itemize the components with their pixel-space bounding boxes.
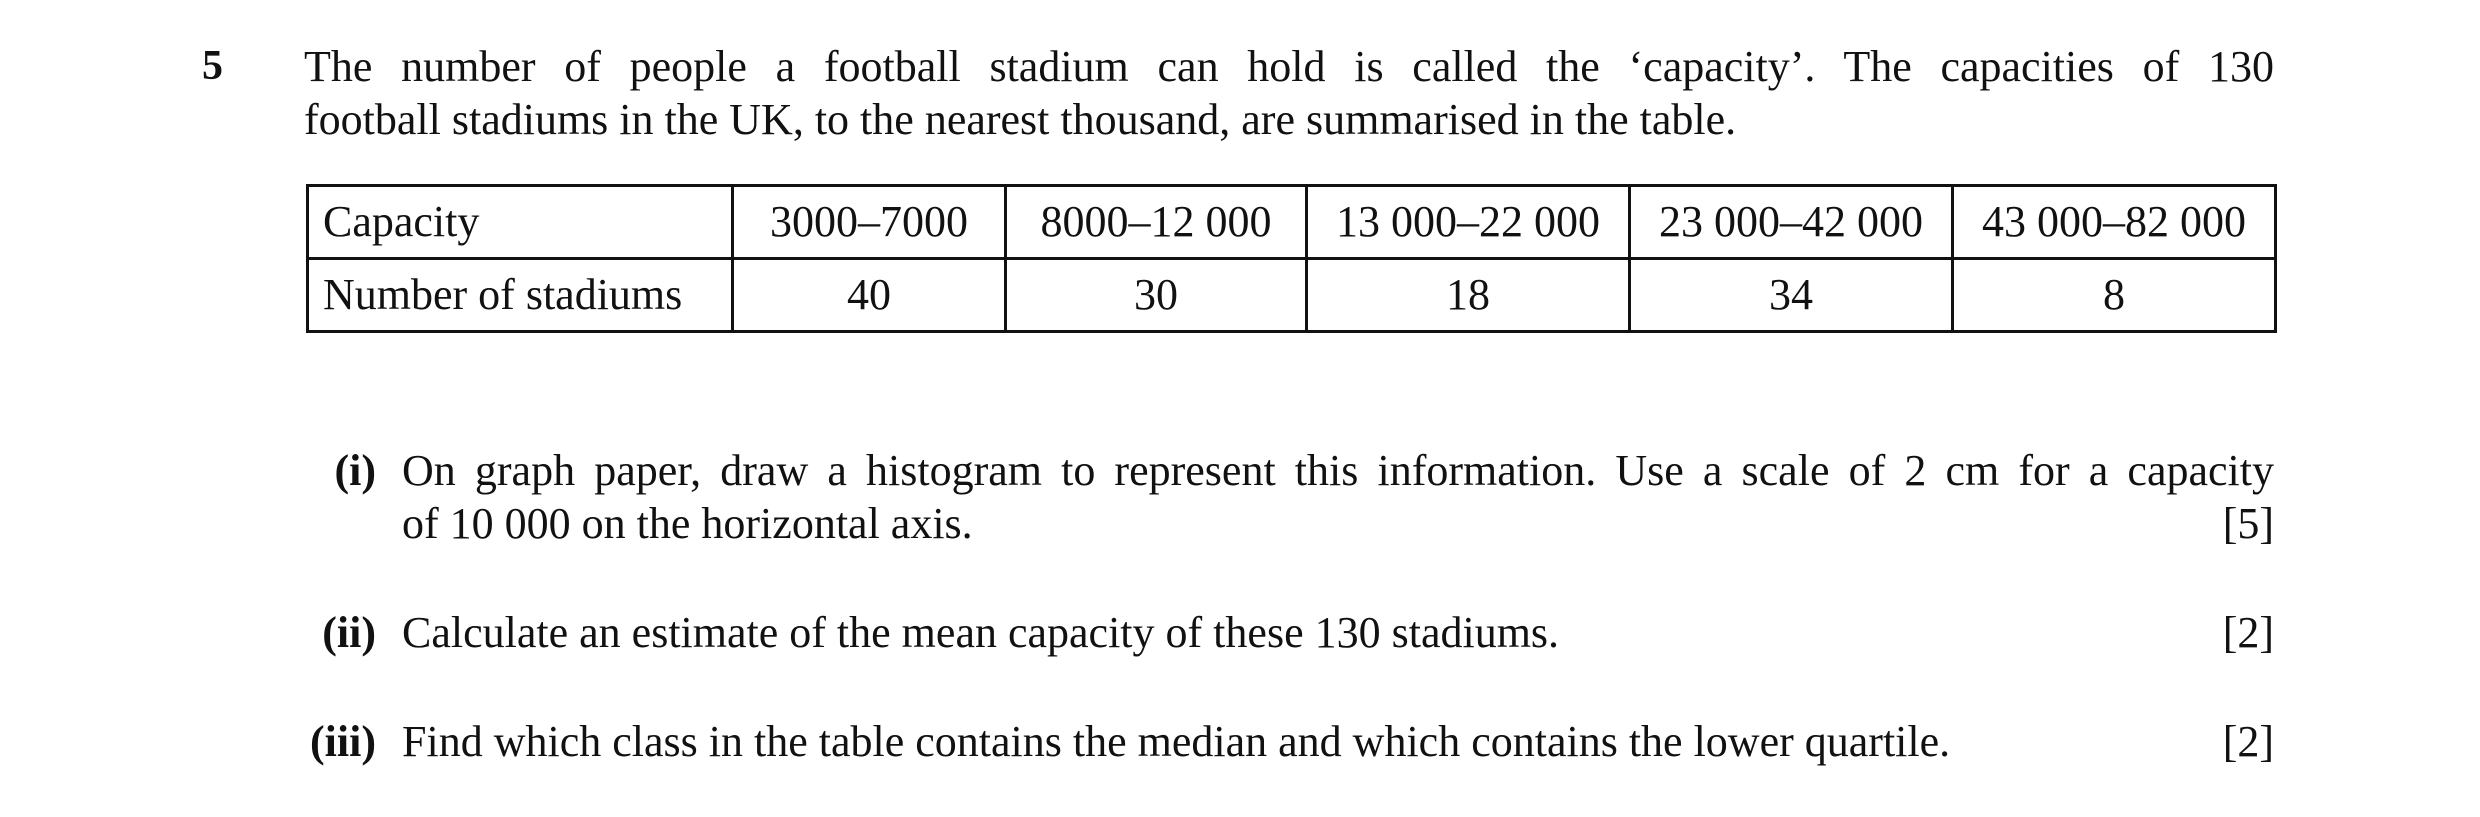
intro-line-2: football stadiums in the UK, to the nearest thousand, are summarised in the table.	[304, 95, 1737, 144]
part-ii-text: Calculate an estimate of the mean capacity of these 130 stadiums.	[402, 608, 1560, 657]
capacity-cell: 8000–12 000	[1006, 186, 1307, 259]
part-i-line-2: of 10 000 on the horizontal axis.	[402, 499, 973, 548]
row-header-capacity: Capacity	[308, 186, 733, 259]
row-header-number-of-stadiums: Number of stadiums	[308, 259, 733, 332]
part-iii-row	[402, 715, 2274, 768]
part-i-marks: [5]	[2222, 499, 2274, 548]
capacity-table	[306, 184, 2277, 333]
count-cell: 18	[1307, 259, 1630, 332]
part-label: (i)	[334, 446, 376, 495]
question-number: 5	[202, 43, 223, 89]
table-row	[308, 186, 2276, 259]
part-iii	[310, 715, 2274, 768]
part-label: (iii)	[310, 717, 376, 766]
part-iii-text: Find which class in the table contains the median and which contains the lower quartile.	[402, 717, 1951, 766]
capacity-cell: 23 000–42 000	[1630, 186, 1953, 259]
part-i-line-1: On graph paper, draw a histogram to represent this information. Use a scale of 2 cm for a capacity	[402, 446, 2274, 495]
part-ii-row	[402, 606, 2274, 659]
part-i-line-2-row	[402, 497, 2274, 550]
count-cell: 40	[733, 259, 1006, 332]
capacity-cell: 3000–7000	[733, 186, 1006, 259]
table-row	[308, 259, 2276, 332]
count-cell: 30	[1006, 259, 1307, 332]
count-cell: 34	[1630, 259, 1953, 332]
capacity-cell: 13 000–22 000	[1307, 186, 1630, 259]
count-cell: 8	[1953, 259, 2276, 332]
part-iii-marks: [2]	[2222, 717, 2274, 766]
capacity-cell: 43 000–82 000	[1953, 186, 2276, 259]
part-ii	[322, 606, 2274, 659]
part-ii-marks: [2]	[2222, 608, 2274, 657]
part-label: (ii)	[322, 608, 376, 657]
part-i	[334, 444, 2274, 550]
question-intro	[304, 40, 2274, 146]
intro-line-1: The number of people a football stadium can hold is called the ‘capacity’. The capacities of 130	[304, 42, 2274, 91]
